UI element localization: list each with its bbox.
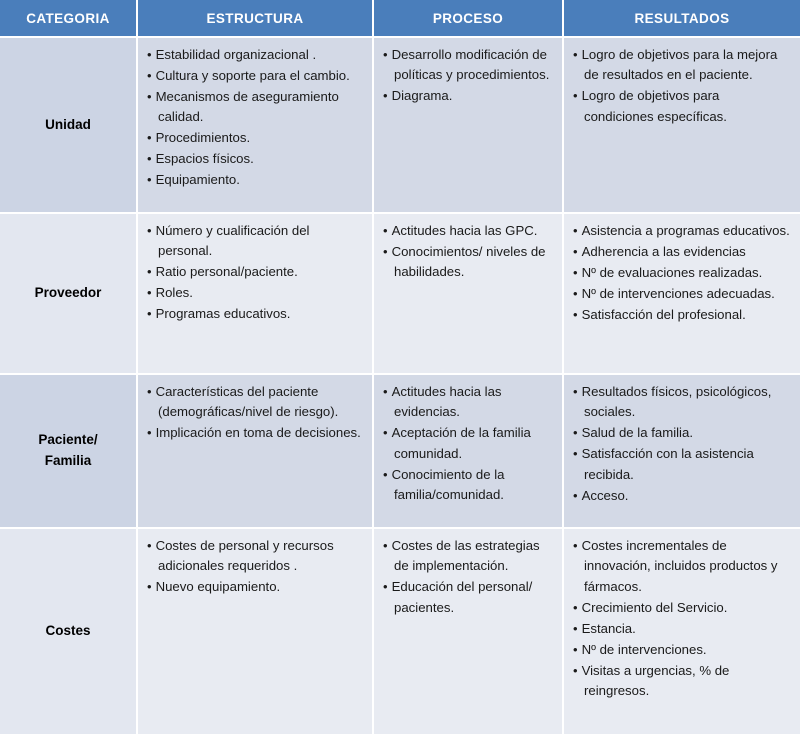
category-label <box>6 621 130 642</box>
cell-costes-resultados <box>563 528 800 734</box>
bullet-item: • Procedimientos. <box>147 128 363 148</box>
table-header <box>0 0 800 37</box>
table-row-paciente-familia <box>0 374 800 528</box>
bullet-item: • Satisfacción con la asistencia recibida. <box>573 444 791 485</box>
column-header-resultados: RESULTADOS <box>563 0 800 37</box>
bullet-item: • Asistencia a programas educativos. <box>573 221 791 241</box>
bullet-item: • Costes de personal y recursos adicionales requeridos . <box>147 536 363 577</box>
bullet-item: • Desarrollo modificación de políticas y procedimientos. <box>383 45 553 86</box>
category-label <box>6 115 130 136</box>
category-label-line: Proveedor <box>34 285 102 301</box>
table-row-proveedor <box>0 213 800 374</box>
bullet-item: • Nº de intervenciones. <box>573 640 791 660</box>
bullet-item: • Características del paciente (demográficas/nivel de riesgo). <box>147 382 363 423</box>
bullet-item: • Nuevo equipamiento. <box>147 577 363 597</box>
cell-costes-proceso <box>373 528 563 734</box>
cell-proveedor-proceso <box>373 213 563 374</box>
bullet-list <box>147 45 363 191</box>
cell-unidad-resultados <box>563 37 800 213</box>
bullet-item: • Número y cualificación del personal. <box>147 221 363 262</box>
bullet-list <box>573 45 791 127</box>
bullet-item: • Actitudes hacia las evidencias. <box>383 382 553 423</box>
cell-proveedor-resultados <box>563 213 800 374</box>
bullet-item: • Ratio personal/paciente. <box>147 262 363 282</box>
cell-paciente-proceso <box>373 374 563 528</box>
category-cell-paciente-familia <box>0 374 137 528</box>
bullet-item: • Estancia. <box>573 619 791 639</box>
bullet-item: • Mecanismos de aseguramiento calidad. <box>147 87 363 128</box>
bullet-item: • Logro de objetivos para la mejora de resultados en el paciente. <box>573 45 791 86</box>
table-body <box>0 37 800 734</box>
bullet-item: • Actitudes hacia las GPC. <box>383 221 553 241</box>
bullet-item: • Costes incrementales de innovación, incluidos productos y fármacos. <box>573 536 791 597</box>
bullet-item: • Acceso. <box>573 486 791 506</box>
bullet-list <box>573 382 791 506</box>
column-header-categoria: CATEGORIA <box>0 0 137 37</box>
bullet-item: • Roles. <box>147 283 363 303</box>
bullet-item: • Aceptación de la familia comunidad. <box>383 423 553 464</box>
bullet-item: • Conocimientos/ niveles de habilidades. <box>383 242 553 283</box>
cell-unidad-estructura <box>137 37 373 213</box>
cell-unidad-proceso <box>373 37 563 213</box>
bullet-item: • Conocimiento de la familia/comunidad. <box>383 465 553 506</box>
bullet-item: • Costes de las estrategias de implementación. <box>383 536 553 577</box>
category-cell-unidad <box>0 37 137 213</box>
bullet-list <box>147 221 363 325</box>
bullet-item: • Adherencia a las evidencias <box>573 242 791 262</box>
bullet-list <box>383 382 553 506</box>
bullet-item: • Diagrama. <box>383 86 553 106</box>
bullet-item: • Salud de la familia. <box>573 423 791 443</box>
category-cell-proveedor <box>0 213 137 374</box>
bullet-list <box>147 536 363 598</box>
category-label <box>6 283 130 304</box>
header-row <box>0 0 800 37</box>
bullet-list <box>383 536 553 618</box>
bullet-item: • Programas educativos. <box>147 304 363 324</box>
table-row-unidad <box>0 37 800 213</box>
bullet-list <box>573 536 791 702</box>
bullet-item: • Equipamiento. <box>147 170 363 190</box>
bullet-item: • Espacios físicos. <box>147 149 363 169</box>
column-header-estructura: ESTRUCTURA <box>137 0 373 37</box>
category-label <box>6 430 130 472</box>
bullet-item: • Cultura y soporte para el cambio. <box>147 66 363 86</box>
category-label-line: Costes <box>45 623 91 639</box>
bullet-item: • Visitas a urgencias, % de reingresos. <box>573 661 791 702</box>
bullet-list <box>573 221 791 325</box>
cell-paciente-resultados <box>563 374 800 528</box>
bullet-list <box>383 45 553 107</box>
bullet-item: • Implicación en toma de decisiones. <box>147 423 363 443</box>
cell-paciente-estructura <box>137 374 373 528</box>
bullet-item: • Educación del personal/ pacientes. <box>383 577 553 618</box>
bullet-item: • Nº de evaluaciones realizadas. <box>573 263 791 283</box>
bullet-item: • Estabilidad organizacional . <box>147 45 363 65</box>
bullet-list <box>383 221 553 283</box>
bullet-item: • Resultados físicos, psicológicos, sociales. <box>573 382 791 423</box>
category-cell-costes <box>0 528 137 734</box>
cell-proveedor-estructura <box>137 213 373 374</box>
column-header-proceso: PROCESO <box>373 0 563 37</box>
cell-costes-estructura <box>137 528 373 734</box>
bullet-item: • Satisfacción del profesional. <box>573 305 791 325</box>
bullet-list <box>147 382 363 444</box>
table-row-costes <box>0 528 800 734</box>
category-label-line: Unidad <box>45 116 91 132</box>
category-label-line: Familia <box>44 453 92 468</box>
bullet-item: • Nº de intervenciones adecuadas. <box>573 284 791 304</box>
category-label-line: Paciente/ <box>38 432 98 448</box>
bullet-item: • Crecimiento del Servicio. <box>573 598 791 618</box>
bullet-item: • Logro de objetivos para condiciones específicas. <box>573 86 791 127</box>
